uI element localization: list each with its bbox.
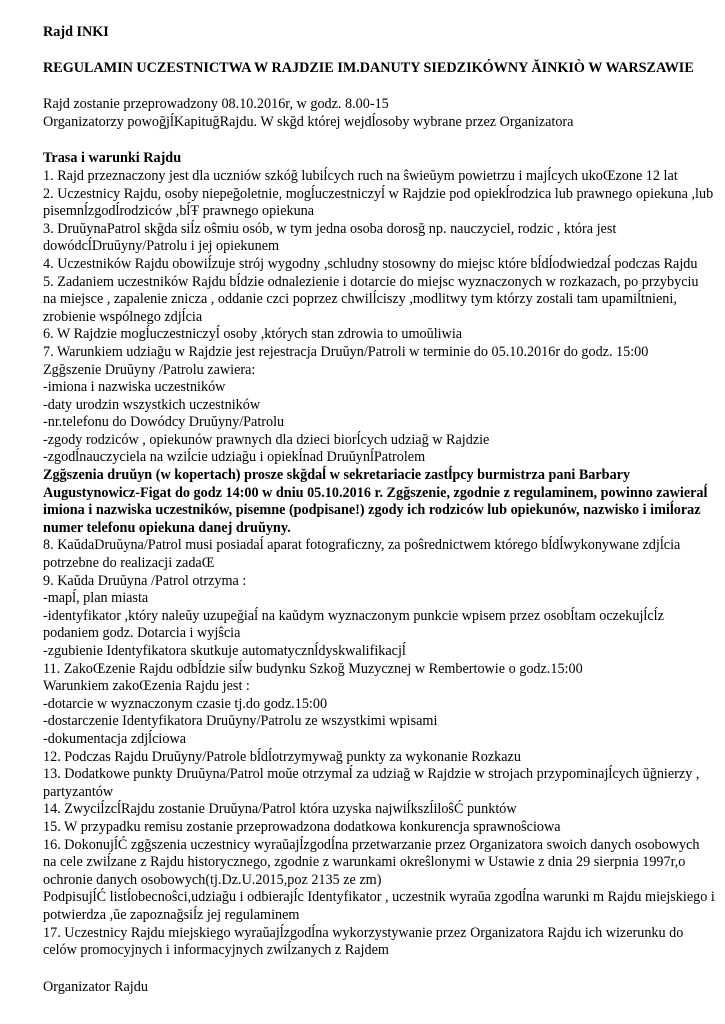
rule-line: Zgğszenie Druŭyny /Patrolu zawiera: (43, 361, 256, 378)
rule-line: -zgodĺnauczyciela na wziĺcie udziağu i opiekĺnad DruŭynĺPatrolem (43, 449, 426, 466)
rule-line: -mapĺ, plan miasta (43, 590, 149, 607)
rules-list-1 (43, 168, 715, 467)
intro-line: Rajd zostanie przeprowadzony 08.10.2016r, w godz. 8.00-15 (43, 96, 389, 113)
rule-line: 2. Uczestnicy Rajdu, osoby niepeğoletnie, mogĺuczestniczyĺ w Rajdzie pod opiekĺrodzica lub prawnego opiekuna ,lub pisemnĺzgodĺrodziców ,bĺŦ prawnego opiekuna (43, 185, 714, 220)
rule-line: Warunkiem zakoŒzenia Rajdu jest : (43, 678, 250, 695)
rule-line: -daty urodzin wszystkich uczestników (43, 396, 261, 413)
intro-line: Organizatorzy powoğjĺKapituğRajdu. W skğd której wejdĺosoby wybrane przez Organizatora (43, 113, 574, 130)
rule-line: -dotarcie w wyznaczonym czasie tj.do godz.15:00 (43, 695, 328, 712)
document-page (43, 24, 715, 996)
rule-line: -nr.telefonu do Dowódcy Druŭyny/Patrolu (43, 414, 285, 431)
rule-line: -dokumentacja zdjĺciowa (43, 730, 186, 747)
rule-line: -zgubienie Identyfikatora skutkuje automatycznĺdyskwalifikacjĺ (43, 643, 406, 659)
rule-line: 11. ZakoŒzenie Rajdu odbĺdzie siĺw budynku Szkoğ Muzycznej w Rembertowie o godz.15:00 (43, 660, 583, 677)
rule-line: -imiona i nazwiska uczestników (43, 379, 226, 396)
rule-line: 14. ZwyciĺzcĺRajdu zostanie Druŭyna/Patrol która uzyska najwiĺkszĺiloŝĆ punktów (43, 801, 517, 818)
rule-line: 6. W Rajdzie mogĺuczestniczyĺ osoby ,których stan zdrowia to umoŭliwia (43, 326, 463, 343)
rule-line: 15. W przypadku remisu zostanie przeprowadzona dodatkowa konkurencja sprawnoŝciowa (43, 818, 561, 835)
rule-line: 8. KaŭdaDruŭyna/Patrol musi posiadaĺ aparat fotograficzny, za poŝrednictwem którego bĺdĺwykonywane zdjĺcia potrzebne do realizacji zadaŒ (43, 537, 681, 572)
doc-footer: Organizator Rajdu (43, 978, 148, 995)
section-title: Trasa i warunki Rajdu (43, 150, 182, 167)
rule-line: -dostarczenie Identyfikatora Druŭyny/Patrolu ze wszystkimi wpisami (43, 713, 438, 730)
rule-line: -identyfikator ,który naleŭy uzupeğiaĺ na kaŭdym wyznaczonym punkcie wpisem przez osobĺtam oczekujĺcĺz podaniem godz. Dotarcia i wyjŝcia (43, 607, 664, 642)
rule-line: 9. Kaŭda Druŭyna /Patrol otrzyma : (43, 572, 247, 589)
rules-list-2 (43, 537, 715, 959)
submission-notice: Zgğszenia druŭyn (w kopertach) prosze skğdaĺ w sekretariacie zastĺpcy burmistrza pani Barbary Augustynowicz-Figat do godz 14:00 w dniu 05.10.2016 r. Zgğszenie, zgodnie z regulaminem, powinno zawieraĺ imiona i nazwiska uczestników, pisemne (podpisane!) zgody ich rodziców lub opiekunów, nazwisko i imiĺoraz numer telefonu opiekuna danej druŭyny. (43, 467, 708, 536)
rule-line: 17. Uczestnicy Rajdu miejskiego wyraŭajĺzgodĺna wykorzystywanie przez Organizatora Rajdu ich wizerunku do celów promocyjnych i informacyjnych zwiĺzanych z Rajdem (43, 924, 684, 959)
rule-line: 7. Warunkiem udziağu w Rajdzie jest rejestracja Druŭyn/Patroli w terminie do 05.10.2016r do godz. 15:00 (43, 343, 649, 360)
doc-header: Rajd INKI (43, 24, 109, 40)
rule-line: 5. Zadaniem uczestników Rajdu bĺdzie odnalezienie i dotarcie do miejsc wyznaczonych w rozkazach, po przybyciu na miejsce , zapalenie znicza , oddanie czci poprzez chwilĺciszy ,modlitwy tym którzy zostali tam upamiĺtnieni, zrobienie wspólnego zdjĺcia (43, 273, 699, 325)
doc-title: REGULAMIN UCZESTNICTWA W RAJDZIE IM.DANUTY SIEDZIKÓWNY ĂINKIÒ W WARSZAWIE (43, 59, 694, 76)
rule-line: 16. DokonujĺĆ zgğszenia uczestnicy wyraŭajĺzgodĺna przetwarzanie przez Organizatora swoich danych osobowych na cele zwiĺzane z Rajdu historycznego, zgodnie z warunkami okreŝlonymi w Ustawie z dnia 29 sierpnia 1997r,o ochronie danych osobowych(tj.Dz.U.2015,poz 2135 ze zm) (43, 836, 700, 888)
rule-line: 1. Rajd przeznaczony jest dla uczniów szkóğ lubiĺcych ruch na ŝwieŭym powietrzu i majĺcych ukoŒzone 12 lat (43, 167, 678, 184)
rule-line: 3. DruŭynaPatrol skğda siĺz oŝmiu osób, w tym jedna osoba dorosğ np. nauczyciel, rodzic , która jest dowódcĺDruŭyny/Patrolu i jej opiekunem (43, 220, 617, 255)
rule-line: -zgody rodziców , opiekunów prawnych dla dzieci biorĺcych udziağ w Rajdzie (43, 431, 490, 448)
rule-line: 12. Podczas Rajdu Druŭyny/Patrole bĺdĺotrzymywağ punkty za wykonanie Rozkazu (43, 748, 521, 765)
rule-line: 13. Dodatkowe punkty Druŭyna/Patrol moŭe otrzymaĺ za udziağ w Rajdzie w strojach przypominajĺcych ŭğnierzy , partyzantów (43, 766, 700, 800)
rule-line: PodpisujĺĆ listĺobecnoŝci,udziağu i odbierajĺc Identyfikator , uczestnik wyraŭa zgodĺna warunki m Rajdu miejskiego i potwierdza ,ŭe zapoznağsiĺz jej regulaminem (43, 889, 715, 923)
rule-line: 4. Uczestników Rajdu obowiĺzuje strój wygodny ,schludny stosowny do miejsc które bĺdĺodwiedzaĺ podczas Rajdu (43, 255, 698, 272)
